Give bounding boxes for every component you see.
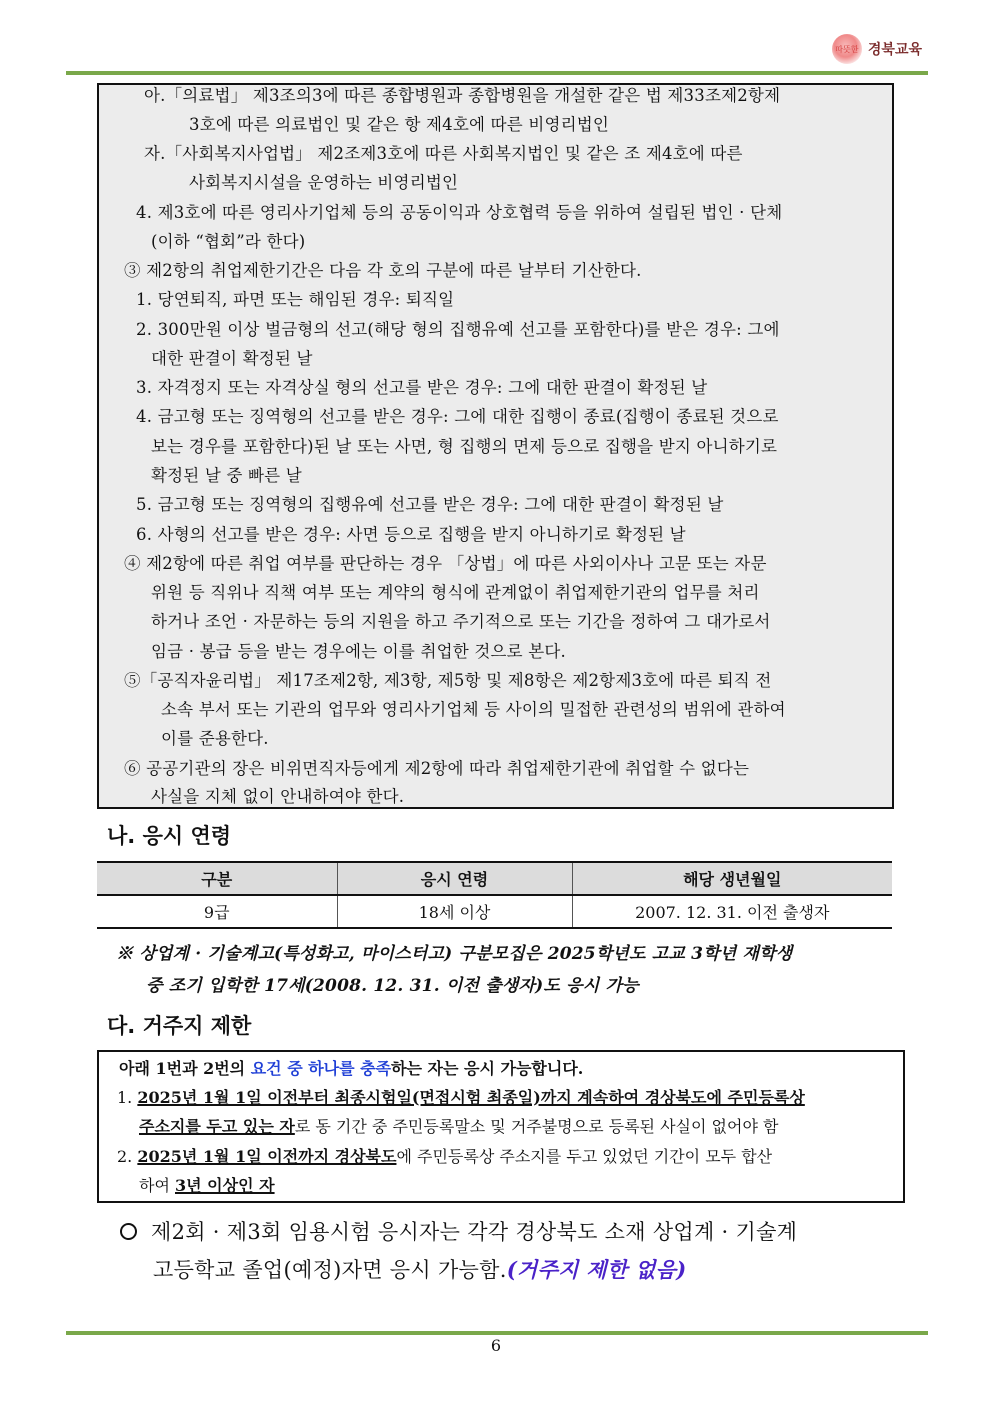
residence-intro <box>119 1058 583 1080</box>
law-line: 2. 300만원 이상 벌금형의 선고(해당 형의 집행유예 선고를 포함한다)를 받은 경우: 그에 <box>136 320 780 339</box>
table-cell: 18세 이상 <box>337 895 572 928</box>
age-note-line: ※ 상업계 · 기술계고(특성화고, 마이스터고) 구분모집은 2025학년도 고교 3학년 재학생 <box>116 944 793 964</box>
law-line: 하거나 조언 · 자문하는 등의 지원을 하고 주기적으로 또는 기간을 정하여 그 대가로서 <box>151 612 771 631</box>
law-line: 4. 금고형 또는 징역형의 선고를 받은 경우: 그에 대한 집행이 종료(집행이 종료된 것으로 <box>136 407 779 426</box>
law-line: 6. 사형의 선고를 받은 경우: 사면 등으로 집행을 받지 아니하기로 확정된 날 <box>136 525 686 544</box>
law-line: 아.「의료법」 제3조의3에 따른 종합병원과 종합병원을 개설한 같은 법 제33조제2항제 <box>144 86 781 105</box>
item-text: 에 주민등록상 주소지를 두고 있었던 기간이 모두 합산 <box>396 1147 773 1166</box>
residence-item-2-line <box>139 1175 275 1197</box>
bullet-emphasis: (거주지 제한 없음) <box>506 1257 687 1282</box>
table-header-cell: 응시 연령 <box>337 862 572 895</box>
item-emphasis: 주소지를 두고 있는 자 <box>139 1117 295 1136</box>
hollow-circle-bullet-icon <box>120 1223 137 1240</box>
intro-text: 아래 1번과 2번의 <box>119 1059 251 1078</box>
law-line: 사실을 지체 없이 안내하여야 한다. <box>151 787 405 806</box>
law-line: 5. 금고형 또는 징역형의 집행유예 선고를 받은 경우: 그에 대한 판결이 확정된 날 <box>136 495 724 514</box>
logo-emblem-icon <box>832 34 862 64</box>
law-line: ④ 제2항에 따른 취업 여부를 판단하는 경우 「상법」에 따른 사외이사나 고문 또는 자문 <box>124 554 767 573</box>
law-line: 대한 판결이 확정된 날 <box>151 349 313 368</box>
law-line: ⑤「공직자윤리법」 제17조제2항, 제3항, 제5항 및 제8항은 제2항제3호에 따른 퇴직 전 <box>124 671 772 690</box>
exemption-bullet-line <box>153 1254 686 1284</box>
logo-text: 경북교육 <box>867 42 922 58</box>
header-rule <box>66 71 928 75</box>
residence-item-1-line <box>139 1116 778 1138</box>
residence-requirement-box <box>97 1050 905 1203</box>
age-table <box>97 861 892 929</box>
header-logo <box>832 34 922 64</box>
exemption-bullet-line <box>120 1216 797 1246</box>
law-line: 4. 제3호에 따른 영리사기업체 등의 공동이익과 상호협력 등을 위하여 설립된 법인 · 단체 <box>136 203 783 222</box>
law-line: 소속 부서 또는 기관의 업무와 영리사기업체 등 사이의 밀접한 관련성의 범위에 관하여 <box>161 700 786 719</box>
item-emphasis: 3년 이상인 자 <box>175 1176 275 1195</box>
law-line: (이하 “협회”라 한다) <box>151 232 306 251</box>
law-line: 3호에 따른 의료법인 및 같은 항 제4호에 따른 비영리법인 <box>189 115 610 134</box>
item-emphasis: 2025년 1월 1일 이전까지 경상북도 <box>137 1147 397 1166</box>
table-header-row <box>97 862 892 895</box>
page-number: 6 <box>490 1336 502 1355</box>
law-excerpt-box <box>97 83 894 809</box>
item-number: 1. <box>117 1088 133 1107</box>
law-line: 확정된 날 중 빠른 날 <box>151 466 302 485</box>
table-row <box>97 895 892 928</box>
law-line: 1. 당연퇴직, 파면 또는 해임된 경우: 퇴직일 <box>136 290 455 309</box>
table-cell: 9급 <box>97 895 337 928</box>
law-line: 이를 준용한다. <box>161 729 269 748</box>
table-header-cell: 해당 생년월일 <box>572 862 892 895</box>
bullet-text: 고등학교 졸업(예정)자면 응시 가능함. <box>153 1258 507 1282</box>
law-line: 3. 자격정지 또는 자격상실 형의 선고를 받은 경우: 그에 대한 판결이 확정된 날 <box>136 378 708 397</box>
intro-highlight: 요건 중 하나를 충족 <box>250 1059 392 1078</box>
law-line: 위원 등 직위나 직책 여부 또는 계약의 형식에 관계없이 취업제한기관의 업무를 처리 <box>151 583 760 602</box>
law-line: ⑥ 공공기관의 장은 비위면직자등에게 제2항에 따라 취업제한기관에 취업할 수 없다는 <box>124 759 750 778</box>
section-title-age: 나. 응시 연령 <box>107 824 232 848</box>
item-number: 2. <box>117 1147 133 1166</box>
bullet-text: 제2회 · 제3회 임용시험 응시자는 각각 경상북도 소재 상업계 · 기술계 <box>151 1220 798 1244</box>
residence-item-2-line <box>117 1146 772 1168</box>
law-line: 보는 경우를 포함한다)된 날 또는 사면, 형 집행의 면제 등으로 집행을 받지 아니하기로 <box>151 437 778 456</box>
table-cell: 2007. 12. 31. 이전 출생자 <box>572 895 892 928</box>
logo-mark-text: 따뜻한 <box>835 44 859 54</box>
footer-rule <box>66 1331 928 1335</box>
age-note-line: 중 조기 입학한 17세(2008. 12. 31. 이전 출생자)도 응시 가능 <box>146 976 639 996</box>
law-line: 임금 · 봉급 등을 받는 경우에는 이를 취업한 것으로 본다. <box>151 642 566 661</box>
item-text: 하여 <box>139 1176 175 1195</box>
intro-text: 하는 자는 응시 가능합니다. <box>391 1059 584 1078</box>
law-line: ③ 제2항의 취업제한기간은 다음 각 호의 구분에 따른 날부터 기산한다. <box>124 261 642 280</box>
law-line: 사회복지시설을 운영하는 비영리법인 <box>189 173 459 192</box>
section-title-residence: 다. 거주지 제한 <box>107 1014 252 1038</box>
law-line: 자.「사회복지사업법」 제2조제3호에 따른 사회복지법인 및 같은 조 제4호에 따른 <box>144 144 743 163</box>
residence-item-1-line <box>117 1087 805 1109</box>
item-emphasis: 2025년 1월 1일 이전부터 최종시험일(면접시험 최종일)까지 계속하여 경상북도에 주민등록상 <box>137 1088 805 1107</box>
table-header-cell: 구분 <box>97 862 337 895</box>
item-text: 로 동 기간 중 주민등록말소 및 거주불명으로 등록된 사실이 없어야 함 <box>294 1117 779 1136</box>
